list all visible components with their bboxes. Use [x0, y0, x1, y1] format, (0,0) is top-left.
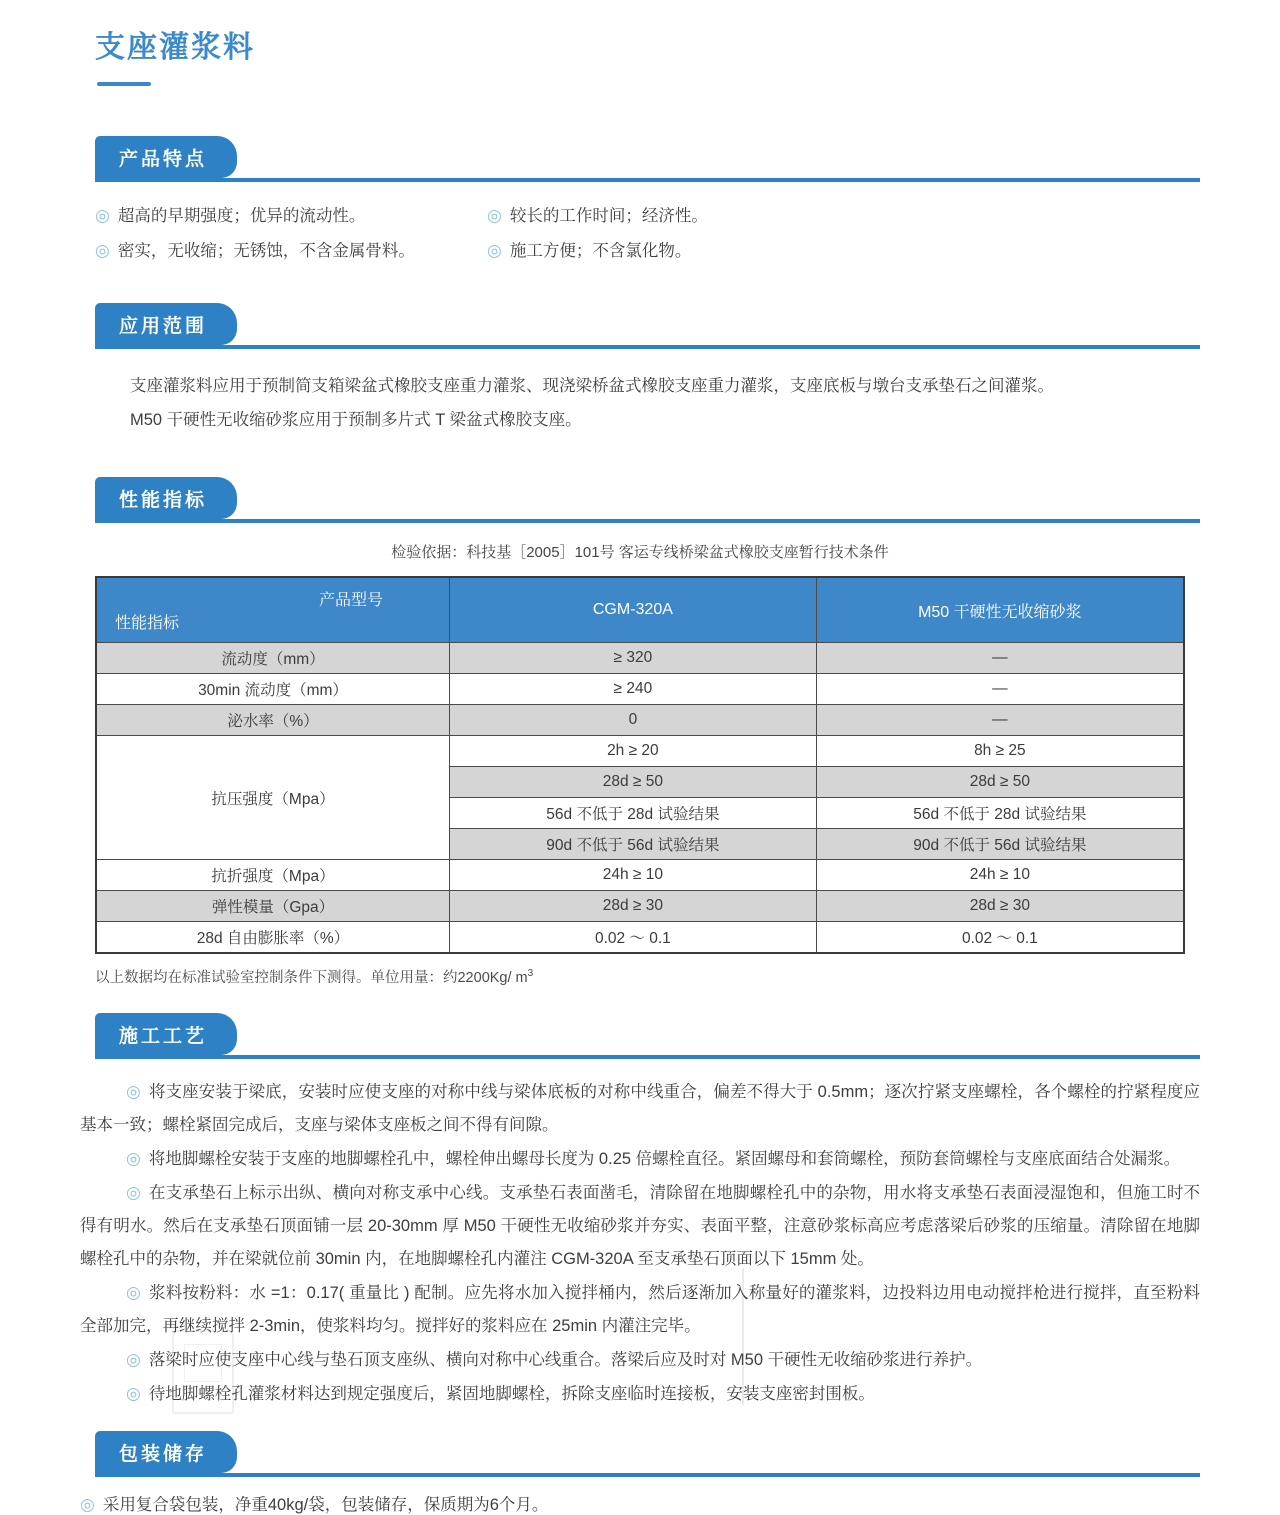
list-item	[487, 237, 1200, 261]
row-label: 28d 自由膨胀率（%）	[96, 922, 450, 954]
cell-value: 56d 不低于 28d 试验结果	[816, 798, 1184, 829]
table-row	[96, 922, 1184, 954]
bullet-icon: ◎	[126, 1384, 141, 1403]
bullet-icon: ◎	[126, 1149, 141, 1168]
cell-value: 56d 不低于 28d 试验结果	[450, 798, 817, 829]
table-row	[96, 736, 1184, 767]
section-head-performance	[95, 477, 1200, 523]
corner-label-product-model: 产品型号	[318, 592, 383, 609]
inspection-basis-note: 检验依据：科技基［2005］101号 客运专线桥梁盆式橡胶支座暂行技术条件	[391, 544, 889, 561]
bullet-icon: ◎	[80, 1495, 95, 1514]
process-step	[80, 1377, 1200, 1411]
row-label: 抗折强度（Mpa）	[96, 860, 450, 891]
bullet-icon: ◎	[487, 241, 502, 260]
row-label: 30min 流动度（mm）	[96, 674, 450, 705]
bullet-icon: ◎	[95, 206, 110, 225]
process-text: 将地脚螺栓安装于支座的地脚螺栓孔中，螺栓伸出螺母长度为 0.25 倍螺栓直径。紧固螺母和套筒螺栓，预防套筒螺栓与支座底面结合处漏浆。	[148, 1150, 1181, 1168]
title-underline	[97, 82, 151, 86]
list-item	[487, 202, 1200, 226]
scan-artifact-line	[742, 1268, 744, 1405]
process-text: 落梁时应使支座中心线与垫石顶支座纵、横向对称中心线重合。落梁后应及时对 M50 干硬性无收缩砂浆进行养护。	[148, 1351, 983, 1369]
footnote-text: 以上数据均在标准试验室控制条件下测得。单位用量：约2200Kg/ m	[95, 970, 528, 986]
application-paragraph: M50 干硬性无收缩砂浆应用于预制多片式 T 梁盆式橡胶支座。	[130, 411, 582, 429]
section-tab-features: 产品特点	[95, 136, 237, 178]
bullet-icon: ◎	[126, 1350, 141, 1369]
table-row	[96, 860, 1184, 891]
cell-value: 90d 不低于 56d 试验结果	[816, 829, 1184, 860]
performance-table	[95, 576, 1185, 954]
feature-text: 密实，无收缩；无锈蚀，不含金属骨料。	[117, 242, 415, 260]
packaging-text: 采用复合袋包装，净重40kg/袋，包装储存，保质期为6个月。	[102, 1496, 549, 1514]
scan-artifact-watermark	[172, 1330, 234, 1414]
column-header-m50: M50 干硬性无收缩砂浆	[816, 577, 1184, 643]
cell-value: 0.02 ～ 0.1	[450, 922, 817, 954]
cell-value: —	[816, 705, 1184, 736]
footnote-superscript: 3	[527, 968, 534, 980]
cell-value: —	[816, 643, 1184, 674]
bullet-icon: ◎	[95, 241, 110, 260]
table-header-row	[96, 577, 1184, 643]
section-head-features	[95, 136, 1200, 182]
process-text: 待地脚螺栓孔灌浆材料达到规定强度后，紧固地脚螺栓，拆除支座临时连接板，安装支座密封围板。	[148, 1385, 875, 1403]
application-paragraphs	[130, 369, 1200, 437]
process-paragraphs	[80, 1075, 1200, 1411]
row-label: 泌水率（%）	[96, 705, 450, 736]
table-row	[96, 674, 1184, 705]
cell-value: 28d ≥ 30	[450, 891, 817, 922]
application-paragraph: 支座灌浆料应用于预制简支箱梁盆式橡胶支座重力灌浆、现浇梁桥盆式橡胶支座重力灌浆，支座底板与墩台支承垫石之间灌浆。	[130, 377, 1054, 395]
feature-text: 施工方便；不含氯化物。	[509, 242, 692, 260]
page-title: 支座灌浆料	[95, 31, 255, 64]
cell-value: 90d 不低于 56d 试验结果	[450, 829, 817, 860]
table-footnote	[95, 966, 1200, 987]
process-step	[80, 1276, 1200, 1343]
section-head-packaging	[95, 1431, 1200, 1477]
cell-value: 28d ≥ 30	[816, 891, 1184, 922]
process-step	[80, 1142, 1200, 1176]
section-tab-application: 应用范围	[95, 303, 237, 345]
cell-value: 2h ≥ 20	[450, 736, 817, 767]
cell-value: 24h ≥ 10	[816, 860, 1184, 891]
table-row	[96, 891, 1184, 922]
process-text: 在支承垫石上标示出纵、横向对称支承中心线。支承垫石表面凿毛，清除留在地脚螺栓孔中的杂物，用水将支承垫石表面浸湿饱和，但施工时不得有明水。然后在支承垫石顶面铺一层 20-30mm 厚 M50 干硬性无收缩砂浆并夯实、表面平整，注意砂浆标高应考虑落梁后砂浆的压缩量。清除留在地脚螺栓孔中的杂物，并在梁就位前 30min 内，在地脚螺栓孔内灌注 CGM-320A 至支承垫石顶面以下 15mm 处。	[80, 1184, 1201, 1268]
process-step	[80, 1075, 1200, 1142]
table-corner-cell	[96, 577, 450, 643]
packaging-item	[80, 1491, 1200, 1515]
list-item	[95, 202, 487, 226]
cell-value: 8h ≥ 25	[816, 736, 1184, 767]
cell-value: 28d ≥ 50	[816, 767, 1184, 798]
section-head-application	[95, 303, 1200, 349]
section-tab-process: 施工工艺	[95, 1013, 237, 1055]
row-label-compressive-strength: 抗压强度（Mpa）	[96, 736, 450, 860]
bullet-icon: ◎	[126, 1082, 141, 1101]
cell-value: 0.02 ～ 0.1	[816, 922, 1184, 954]
cell-value: ≥ 240	[450, 674, 817, 705]
bullet-icon: ◎	[126, 1183, 142, 1202]
row-label: 弹性模量（Gpa）	[96, 891, 450, 922]
section-tab-performance: 性能指标	[95, 477, 237, 519]
feature-text: 超高的早期强度；优异的流动性。	[117, 207, 366, 225]
cell-value: 0	[450, 705, 817, 736]
table-row	[96, 643, 1184, 674]
feature-text: 较长的工作时间；经济性。	[509, 207, 708, 225]
list-item	[95, 237, 487, 261]
corner-label-performance-index: 性能指标	[115, 615, 180, 632]
cell-value: —	[816, 674, 1184, 705]
cell-value: ≥ 320	[450, 643, 817, 674]
bullet-icon: ◎	[487, 206, 502, 225]
row-label: 流动度（mm）	[96, 643, 450, 674]
cell-value: 24h ≥ 10	[450, 860, 817, 891]
process-text: 浆料按粉料：水 =1：0.17( 重量比 ) 配制。应先将水加入搅拌桶内，然后逐渐加入称量好的灌浆料，边投料边用电动搅拌枪进行搅拌，直至粉料全部加完，再继续搅拌 2-3min，使浆料均匀。搅拌好的浆料应在 25min 内灌注完毕。	[80, 1284, 1200, 1335]
process-text: 将支座安装于梁底，安装时应使支座的对称中线与梁体底板的对称中线重合，偏差不得大于 0.5mm；逐次拧紧支座螺栓，各个螺栓的拧紧程度应基本一致；螺栓紧固完成后，支座与梁体支座板之间不得有间隙。	[80, 1083, 1200, 1134]
process-step	[80, 1343, 1200, 1377]
cell-value: 28d ≥ 50	[450, 767, 817, 798]
feature-list	[95, 202, 1200, 261]
process-step	[80, 1176, 1200, 1276]
section-tab-packaging: 包装储存	[95, 1431, 237, 1473]
table-row	[96, 705, 1184, 736]
bullet-icon: ◎	[126, 1283, 142, 1302]
column-header-cgm320a: CGM-320A	[450, 577, 817, 643]
section-head-process	[95, 1013, 1200, 1059]
